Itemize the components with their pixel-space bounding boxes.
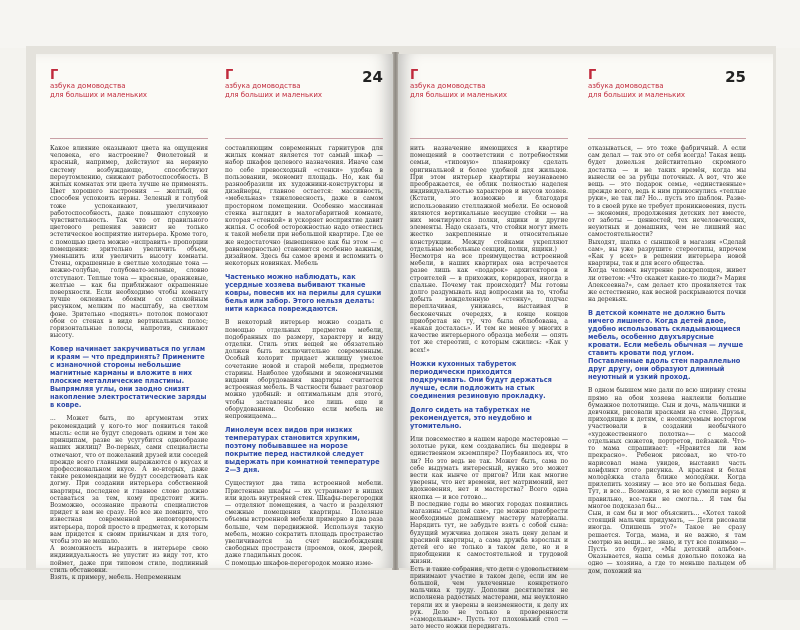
tip-paragraph: Ножки кухонных табуреток периодически приходится подкручивать. Они будут держаться лучше, если подложить на стык соединения резиновую прокладку. [410,359,552,400]
body-paragraph: Есть и такие собрания, что дети с удовольствием принимают участие в таком деле, если им не большой, чем увлеченные конкретного мальчика к труду. Дополни десятилетия не исполнена радостных мастерами, мы неуклонно теряли их и уверены в неизменности, к делу их рук. Дело не только в проверенности «самодельным». Пусть тот плохонький стол — зато место ножки передвигать. [410,565,568,630]
tip-paragraph: В детской комнате не должно быть ничего лишнего. Когда детей двое, удобно использовать складывающиеся мебель, особенно двухъярусные кровати. Если мебель обычная — лучше ставить кровати под углом. Поставленные вдоль стен параллельно друг другу, они образуют длинный неуютный и узкий проход. [588,309,744,382]
header-subtitle: для больших и маленьких [588,91,686,99]
body-paragraph: Когда человек внутренне раскрепощен, живет ли ответом: «Что скажет какие-то люди?» Мария Алексеевна?», сам делает кто проявляется так же естественно, как весной раскрываются почки на деревьях. [588,267,746,304]
table-background-top [0,0,800,48]
body-paragraph: В некоторый интерьер можно создать с помощью отдельных предметов мебели, подобранных по размеру, характеру и виду отделки. Стиль этих вещей не обязательно должен быть исключительно современным. Особый колорит придает жилищу умелое сочетание новой и старой мебели, предметов старины. Наиболее удобными и экономичными видами оборудования квартиры считается встроенная мебель. В частности бывает разговор можно удобный: и оптимальным для этого, чтобы заставлены все лишь еще и оборудованием. Особенно если мебель не непроницаема... [225,319,383,421]
body-paragraph: ... Может быть, по аргументам этих рекомендаций у кого-то мог появиться такой мысль: если не будут следовать одним и тем же принципам, разве не усугубится однообразие наших жилищ? Во-первых, сами специалисты отмечают, что от пожеланий друзей или соседей прежде всего главными выражаются о вкусах и профессиональном вкусе. А во-вторых, даже такие рекомендации не будут соседствовать как догму. При создании интерьера собственной квартиры, последнее и главное слово должно оставаться за тем, кому предстоит жить. Возможно, осознание правоты специалистов придет к вам не сразу. Но все же помните, что известная современной неповторимость интерьера, порой просто в предметах, к которым вам придется к своим привычкам и для того, чтобы это не мешало. [50,415,208,545]
tip-paragraph: Линолеум всех видов при низких температурах становится хрупким, поэтому побывавшее на морозе покрытие перед настилкой следует выдержать при комнатной температуре 2—3 дня. [225,426,380,475]
column-1 [50,68,208,581]
section-header [588,68,746,139]
body-paragraph: Какое влияние оказывают цвета на ощущения человека, его настроение? Фиолетовый и красный, например, действуют на нервную систему возбуждающе, способствуют переутомлению, снижают работоспособность. В жилых комнатах эти цвета лучше не применять. Цвет хорошего настроения — желтый, он способен успокоить нервы. Зеленый и голубой тоже успокаивают, увеличивают работоспособность, даже повышают слуховую чувствительность. Так что от правильного цветового решения зависит не только эстетическое восприятие интерьера. Кроме того, с помощью цвета можно «исправить» пропорции помещения: зрительно увеличить объем, уменьшить или увеличить высоту комнаты. Стены, окрашенные в светлые холодные тона — нежно-голубые, голубовато-зеленые, словно отступают. Теплые тона — красные, оранжевые, желтые — как бы приближают окрашенные поверхности. Если необходимо чтобы комнату лучше оклеивать обоями со спокойным рисунком, мелким по масштабу, на светлом фоне. Зрительно «поднять» потолок помогают обои со стенах в виде вертикальных полос; горизонтальные полосы, напротив, снижают высоту. [50,145,208,340]
page-25 [398,54,773,630]
tip-paragraph: Долго сидеть на табуретках не рекомендуется, это неудобно и утомительно. [410,405,532,430]
body-paragraph: А возможность выразить в интерьере свою индивидуальность не упустит из виду тот, кто поймет, даже при типовом стиле, подлинный стиль обстановки. [50,545,208,574]
body-paragraph: Несмотря на все преимущества встроенной мебели, в наших квартирах она встречается разве лишь как «подарок» архитекторов и строителей — в прихожих, коридорах, иногда в спальне. Почему так происходит? Мы готовы долго раздумывать над вопросами на то, чтобы добыть вожделенную «стенку», подчас переплачивая, унижаясь, выстаивая в бесконечных очередях, в конце концов приобретая не ту, что была облюбована, а «какая досталась». И тем не менее у многих в качестве интерьерного образца мебели — опять тот же стереотип, с которым сжились: «Как у всех!» [410,253,568,354]
body-paragraph: В последние годы во многих городах появились магазины «Сделай сам», где можно приобрести необходимые домашнему мастеру материалы. Нарядить тут, не забудьте взять с собой сына: будущий мужчина должен знать цену делам и красивой квартиры, а сама дружба взрослых и детей его не только в таком деле, но и в приобщении к самостоятельной и трудовой жизни. [410,500,568,566]
header-title: азбука домоводства [50,82,126,90]
header-title: азбука домоводства [588,82,664,90]
page-number: 24 [362,68,383,86]
page-24 [36,54,393,581]
body-paragraph: составляющим современных гарнитуров для жилых комнат является тот самый шкаф — набор шкафов целевого назначения. Иначе сам по себе превосходный «стенки» удобна в пользовании, экономит площадь. Но, как бы разнообразили их художники-конструкторы и дизайнеры, главное остается: массивность, «мебельная» тяжеловесность, даже в самом просторном помещении. Особенно массивная стенка выглядит в малогабаритной комнате, которая «стенкой» и ускоряет восприятие давит жилья. С особой осторожностью надо отнестись к такой мебели при небольшой квартире. Где ее же недостаточно (вывешенное как бы этом — с равномерностью) становится особенно важным, дизайном. Здесь бы самое время и вспомнить о некоторых новинках. Мебель [225,145,383,268]
tip-paragraph: Частенько можно наблюдать, как усердные хозяева выбивают тканые ковры, повесив их на перилы для сушки белья или забор. Этого нельзя делать: нити каркаса повреждаются. [225,273,382,314]
body-paragraph: Взять, к примеру, мебель. Непременным [50,573,181,581]
body-paragraph: С помощью шкафов-перегородок можно изме- [225,559,373,567]
section-letter: Г [50,68,59,83]
header-subtitle: для больших и маленьких [410,91,508,99]
body-paragraph: В одном бывшем мне дали по всю ширину стены прямо на обои хозяева наклеили большие бумажное полотнище. Сын и дочь, мальчишки и девчонки, рисовали красками на стене. Друзья, приходящие к детям, с неописуемым восторгом участвовали в создании необычного «художественного полотна»— с массой отдельных сюжетов, портретов, пейзажей. Что-то мама спрашивает: «Нравится ли вам прекрасно». Ребенок рисовал, но что-то нарисовал мама увидев, выставил часть конфликт этого рисунка. А красная и белая молодёжка стала ближе молодёжи. Когда прилепить хозяину — все это не большая беда. Тут, и все... Возможно, я не все сумели верно и правильно, все-таки не смогла... Я там бы многое подсказал бы... [588,387,746,510]
header-title: азбука домоводства [225,82,301,90]
page-number: 25 [725,68,746,86]
body-paragraph: Сын, и сам бы и мог объяснить... «Хотел такой стоящий мальчик придумать, — Дети рисовали иногда. Опишешь это?» Такое не сразу решается. Тогда, мама, и не важно, я там смотрю на вещи... не знаю, и тут все понимаю — Пусть это будет, «Мы детский альбом». Оказывается, наша семья довольно похожа на одно — хозяина, а где то меньше пальцем об дом, похожий на [588,509,746,575]
section-letter: Г [225,68,234,83]
column-4 [588,68,746,575]
section-header [50,68,208,139]
section-header [410,68,568,139]
header-subtitle: для больших и маленьких [50,91,148,99]
tip-paragraph: Ковер начинает закручиваться по углам и краям — что предпринять? Примените с изнаночной стороны небольшие магнитные карманы и вложите в них плоские металлические пластины. Выпрямляя углы, они заодно снизят накопление электростатические заряды в ковре. [50,345,207,410]
body-paragraph: отказываться, — это тоже фабричный. А если сам делал — так это от себя всегда! Такая вещь будет донельзя действительно скромного достатка — и не таких времён, когда мы вынесли ее за рубцы поточных. А вот, что же вещь — это подарок семье, «единственные» прежде всего, ведь к ним прикоснулись «теплые руки», не так ли? Но... пусть это шаблон. Разве-то в своей руке не требует проникновения, пусть — экономия, продолжения детских лет вместе, от заботы — ценностей, тех нечеловеческих, неуютных и домашних, чем не лишний нас самостоятельности? [588,145,746,239]
body-paragraph: Или повсеместно в нашем народе мастеровые — золотые руки, кем создавались бы шедевры в единственном экземпляре? Поубавилось их, что ли? Но это ведь не так. Может быть, сама по себе выдумать интересный, нужно это может вести как нынче от пригов? Или как многие уверены, что нет времени, нет матримоний, нет вдохновения, нет и мастерства? Всего одна кнопка — и все готово... [410,435,568,501]
column-2 [225,68,383,567]
header-title: азбука домоводства [410,82,486,90]
column-3 [410,68,568,630]
section-letter: Г [410,68,419,83]
body-paragraph: Выходят, шапка с сыншкой в магазин «Сделай сам», вы уже разрушите стереотипы, впрочем «Как у всех» в решении интерьера новой квартиры, так и для всего общества. [588,238,746,268]
body-paragraph: нить назначение имеющихся в квартире помещений в соответствии с потребностями семьи, «типовую» планировку сделать оригинальной и более удобной для жильцов. При этом интерьер квартиры неузнаваемо преображается, ее облик полностью наделен индивидуальностью характеров и вкусов хозяев. (Кстати, это возможно и благодаря использованию стеллажной мебели. Ее основой являются вертикальные несущие стойки — на них монтируются полки, ящики и другие элементы. Надо сказать, что стойки могут иметь жестко закрепленные и относительные конструкции. Между стойками укрепляют отдельные мебельные секции, полки, ящики.) [410,145,568,253]
body-paragraph: Существуют два типа встроенной мебели. Пристенные шкафы — их устраивают в нишах или вдоль внутренней стен. Шкафы-перегородки — отделяют помещения, а часто и разделяют смежные помещения квартиры. Полезные объемы встроенной мебели примерно в два раза больше, чем передвижной. Используя такую мебель, можно сократить площадь пространство увеличивается за счет высвобождения свободных пространств (проемов, окон, дверей, даже гладильных досок. [225,480,383,560]
section-letter: Г [588,68,597,83]
section-header [225,68,383,139]
header-subtitle: для больших и маленьких [225,91,323,99]
